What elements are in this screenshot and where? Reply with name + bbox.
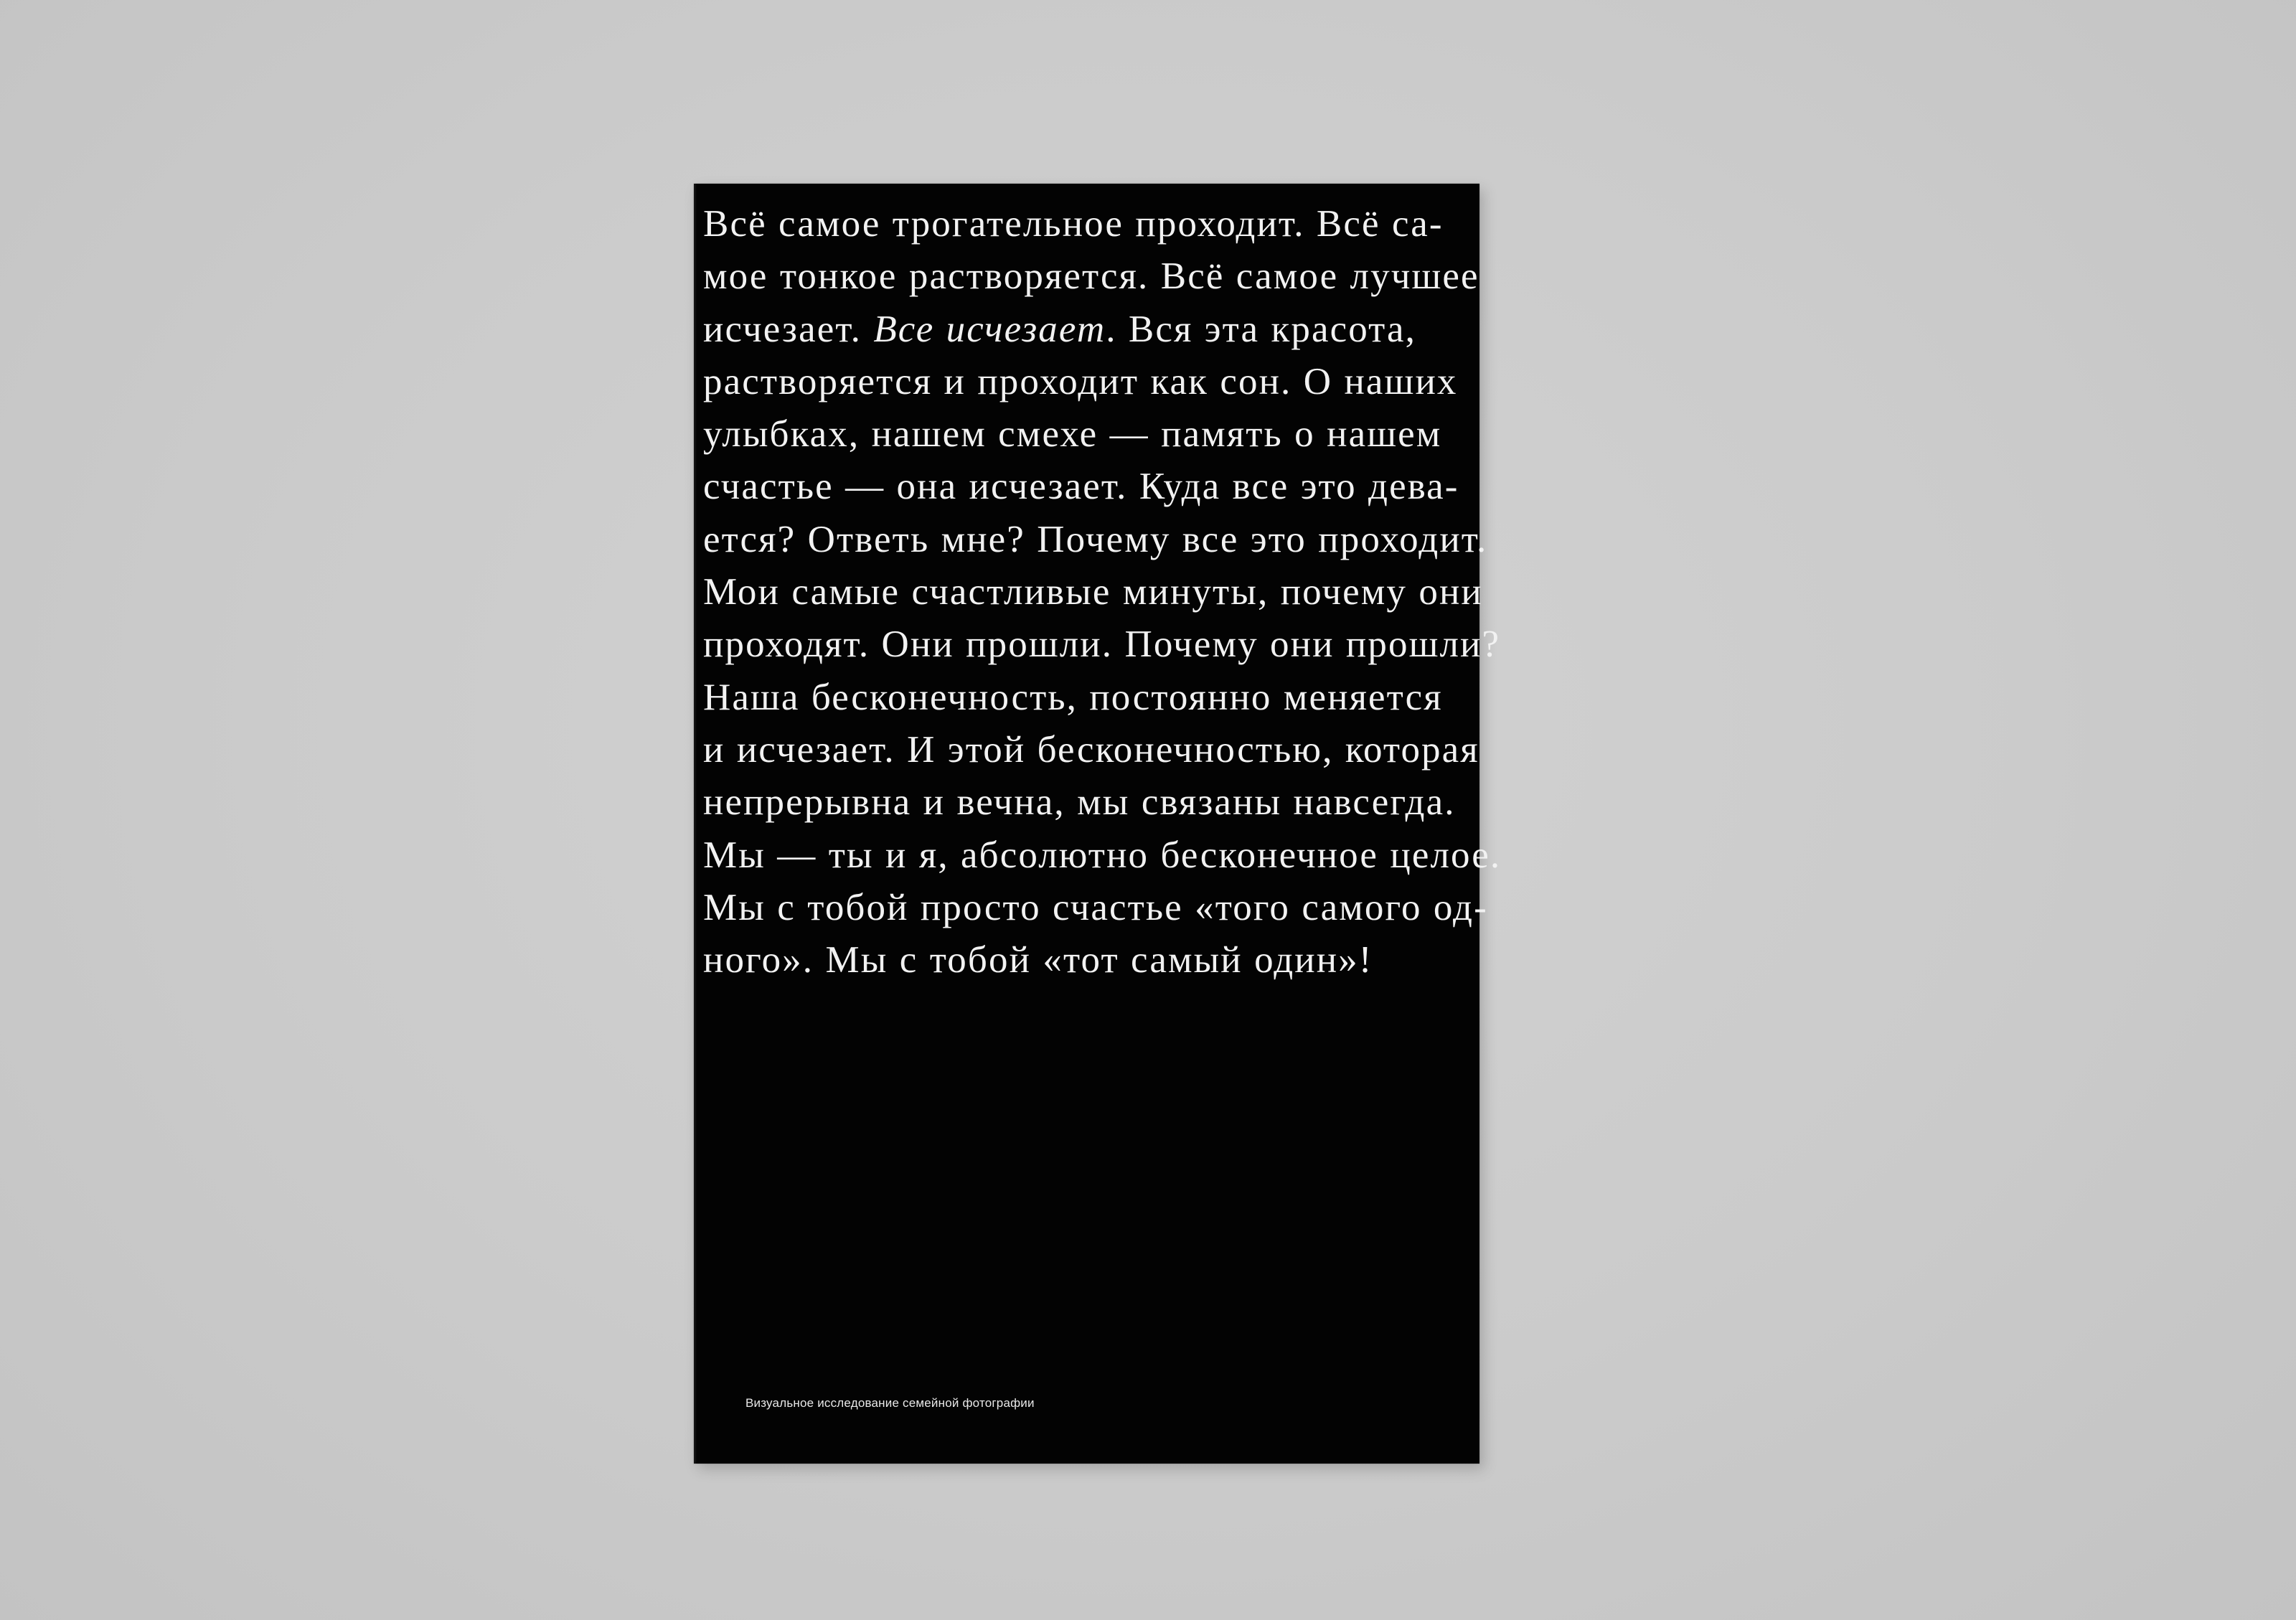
text-line: и исчезает. И этой бесконечностью, которая — [703, 728, 1479, 771]
text-line: проходят. Они прошли. Почему они прошли? — [703, 623, 1501, 666]
text-line: мое тонкое растворяется. Всё самое лучшее — [703, 255, 1479, 298]
italic-phrase: Все исчезает — [873, 308, 1106, 350]
book-subtitle: Визуальное исследование семейной фотографии — [745, 1396, 1035, 1410]
book-cover — [694, 184, 1502, 1464]
text-line: улыбках, нашем смехе — память о нашем — [703, 413, 1442, 456]
text-line: счастье — она исчезает. Куда все это дева- — [703, 466, 1459, 508]
text-line: растворяется и проходит как сон. О наших — [703, 360, 1458, 402]
text-line: ного». Мы с тобой «тот самый один»! — [703, 939, 1373, 981]
text-line: Наша бесконечность, постоянно меняется — [703, 676, 1443, 718]
text-line-end: . Вся эта красота, — [1106, 308, 1417, 350]
book-spine-edge — [694, 184, 697, 1464]
text-line: Мы с тобой просто счастье «того самого од- — [703, 886, 1488, 928]
text-line: ется? Ответь мне? Почему все это проходит. — [703, 518, 1488, 560]
book-body-text — [703, 198, 1502, 986]
text-line — [703, 303, 1474, 356]
text-line: Мы — ты и я, абсолютно бесконечное целое. — [703, 834, 1502, 876]
text-line: непрерывна и вечна, мы связаны навсегда. — [703, 781, 1456, 824]
text-line: Мои самые счастливые минуты, почему они — [703, 571, 1483, 613]
text-line: Всё самое трогательное проходит. Всё са- — [703, 203, 1444, 245]
text-line-start: исчезает. — [703, 308, 874, 350]
